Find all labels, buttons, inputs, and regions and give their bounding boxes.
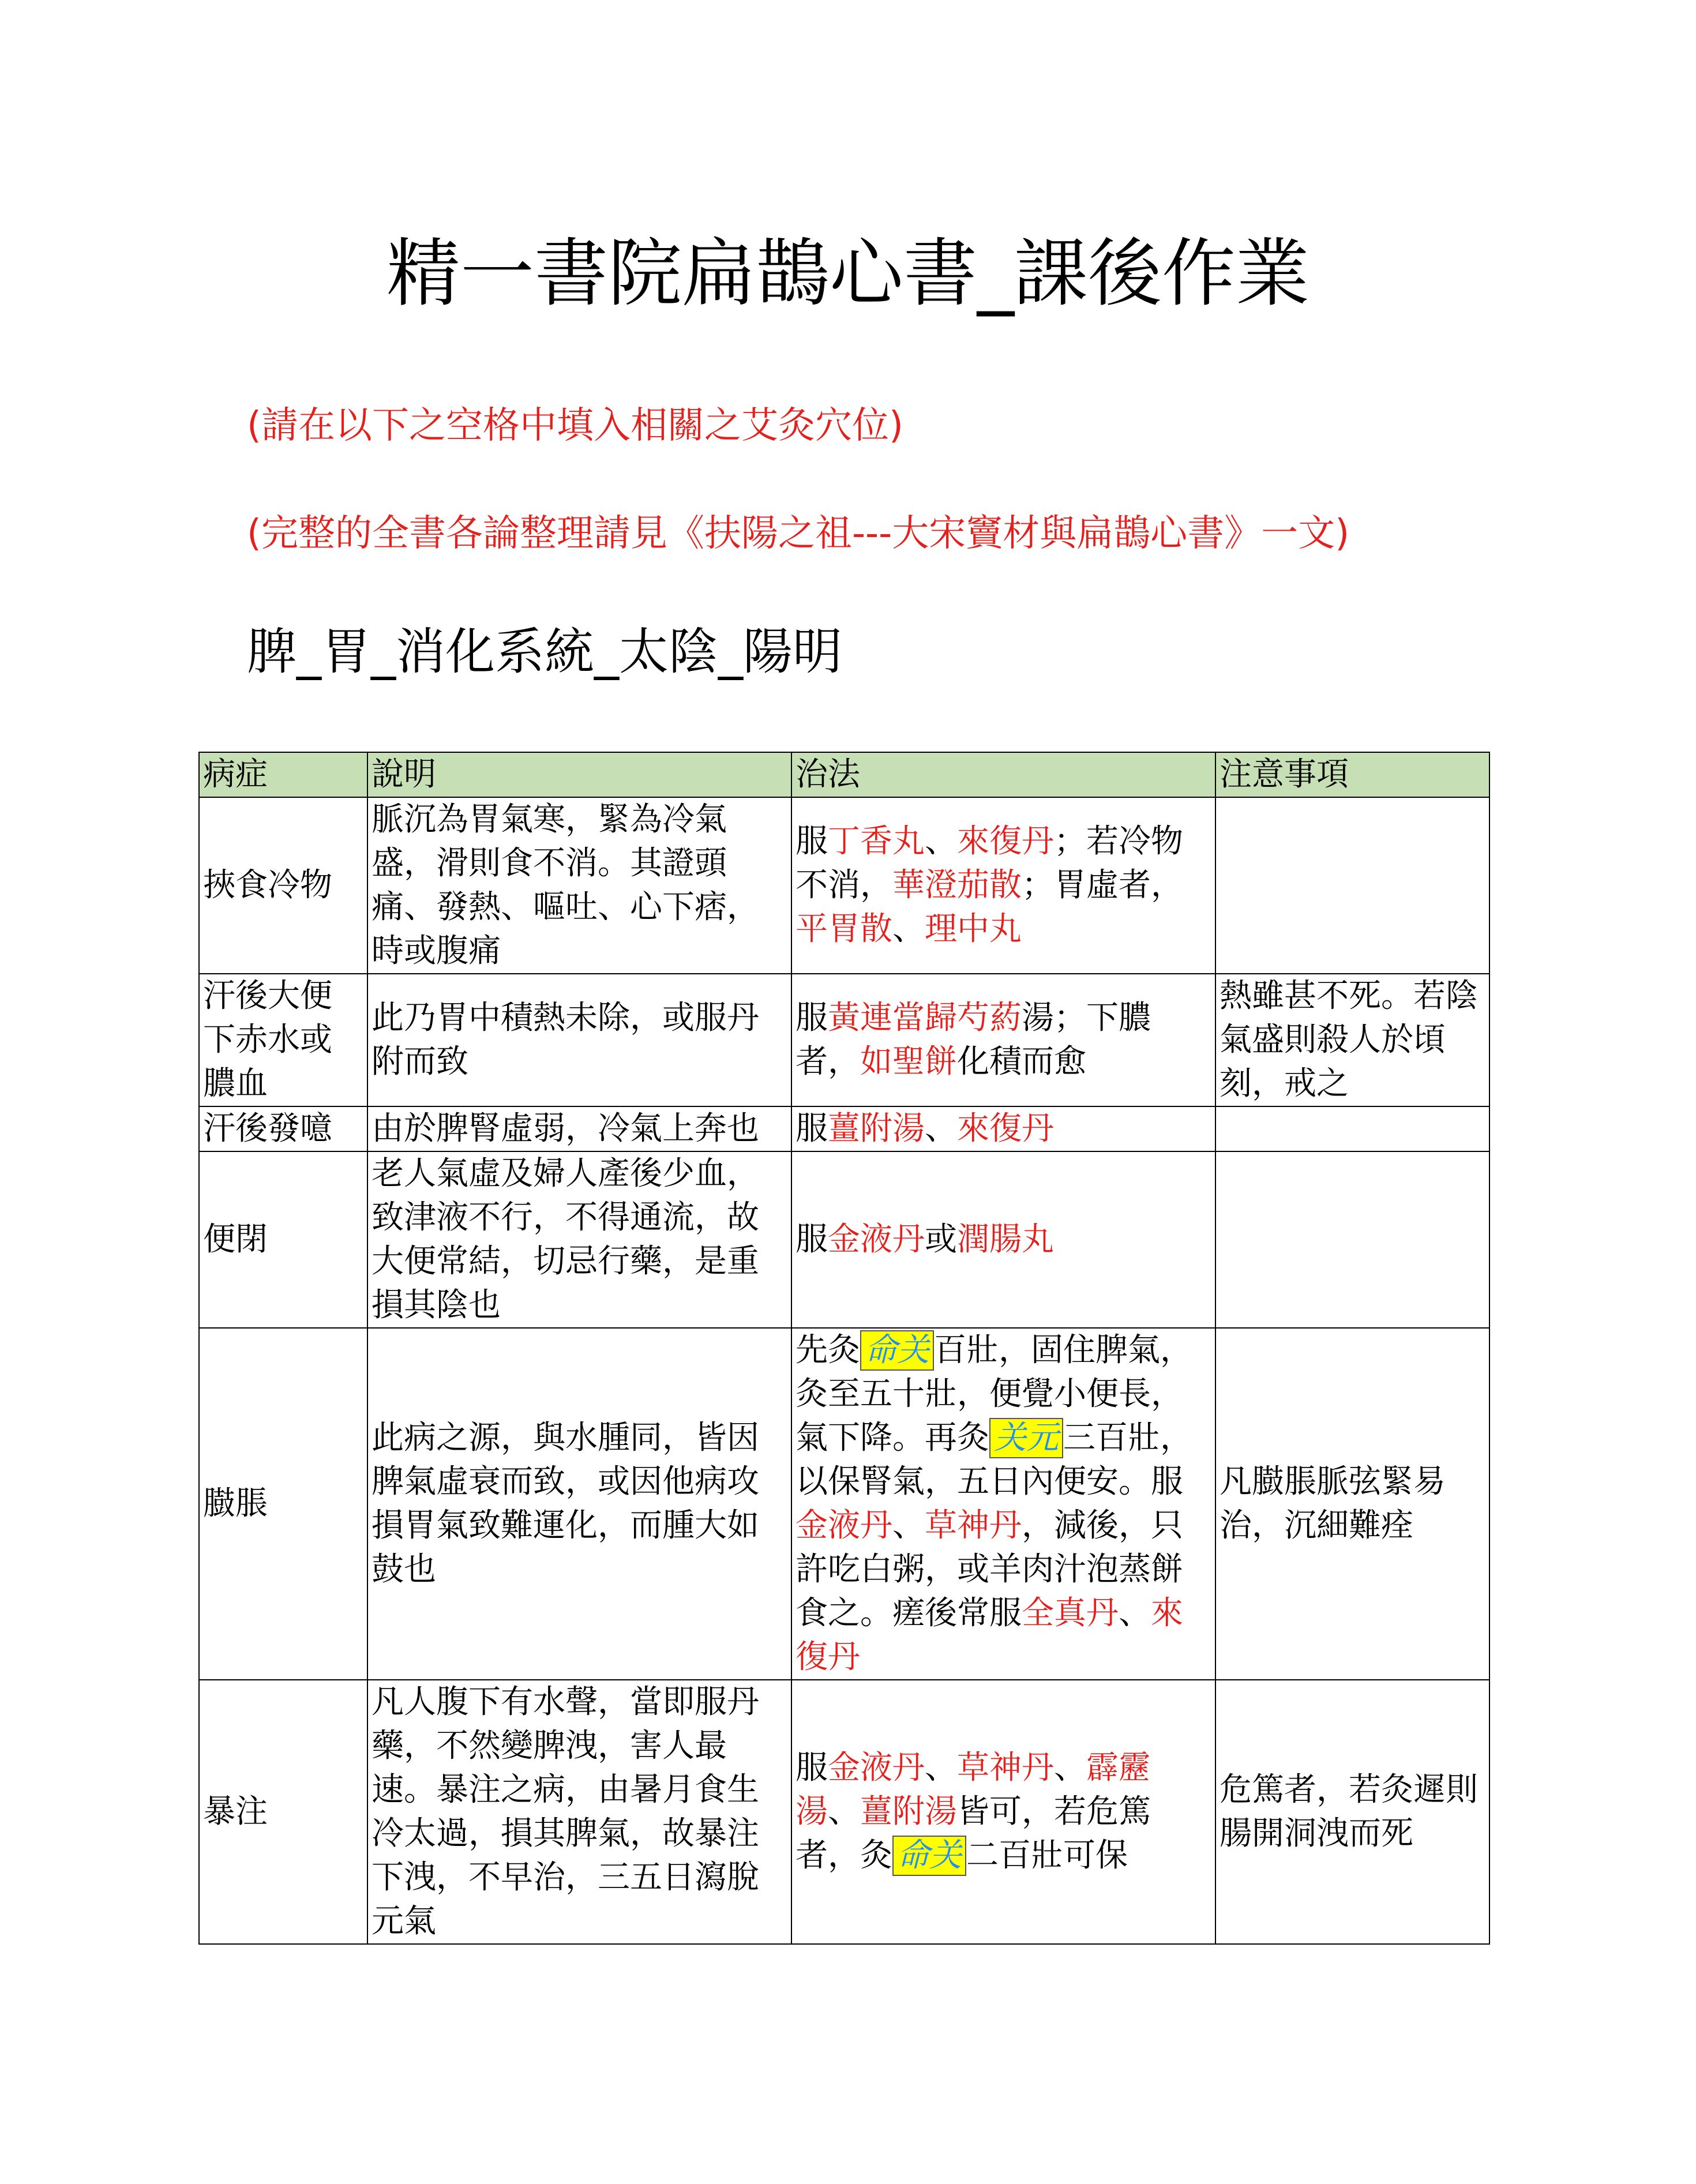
treatment-text: 、: [1054, 1749, 1086, 1787]
disease-cell: 挾食冷物: [199, 797, 367, 974]
disease-cell: 汗後大便下赤水或膿血: [199, 974, 367, 1106]
treatment-text: 服: [796, 1221, 828, 1258]
treatment-text: ；若冷物不消，: [796, 823, 1183, 904]
remedy-name: 丁香丸: [828, 823, 925, 860]
caution-cell: [1215, 1151, 1489, 1328]
remedy-name: 金液丹: [828, 1749, 925, 1787]
remedy-name: 草神丹: [957, 1749, 1054, 1787]
treatment-text: 服: [796, 999, 828, 1037]
table-header-row: [199, 752, 1489, 797]
description-cell: 老人氣虛及婦人產後少血，致津液不行，不得通流，故大便常結，切忌行藥，是重損其陰也: [367, 1151, 791, 1328]
remedy-name: 草神丹: [925, 1507, 1022, 1544]
treatment-text: 服: [796, 823, 828, 860]
treatment-text: 、: [828, 1793, 860, 1830]
description-cell: 此病之源，與水腫同，皆因脾氣虛衰而致，或因他病攻損胃氣致難運化，而腫大如鼓也: [367, 1328, 791, 1680]
treatment-cell: [791, 797, 1215, 974]
remedy-name: 薑附湯: [828, 1110, 925, 1147]
acupoint-highlight: 命关: [892, 1836, 966, 1876]
description-cell: 脈沉為胃氣寒，緊為冷氣盛，滑則食不消。其證頭痛、發熱、嘔吐、心下痞，時或腹痛: [367, 797, 791, 974]
description-cell: 凡人腹下有水聲，當即服丹藥，不然變脾洩，害人最速。暴注之病，由暑月食生冷太過，損其脾氣，故暴注下洩，不早治，三五日瀉脫元氣: [367, 1680, 791, 1944]
treatment-cell: [791, 1151, 1215, 1328]
caution-cell: 危篤者，若灸遲則腸開洞洩而死: [1215, 1680, 1489, 1944]
remedy-name: 金液丹: [828, 1221, 925, 1258]
treatment-text: 湯；下膿者，: [796, 999, 1151, 1080]
treatment-text: 服: [796, 1110, 828, 1147]
acupoint-highlight: 命关: [860, 1330, 934, 1371]
symptom-table: [198, 752, 1490, 1945]
caution-cell: 凡臌脹脈弦緊易治，沉細難痊: [1215, 1328, 1489, 1680]
header-description: 說明: [367, 752, 791, 797]
remedy-name: 薑附湯: [860, 1793, 957, 1830]
remedy-name: 華澄茄散: [892, 866, 1022, 904]
treatment-text: 或: [925, 1221, 957, 1258]
remedy-name: 全真丹: [1022, 1594, 1119, 1632]
disease-cell: 臌脹: [199, 1328, 367, 1680]
remedy-name: 來復丹: [796, 1594, 1183, 1676]
remedy-name: 來復丹: [957, 823, 1054, 860]
table-row: [199, 1680, 1489, 1944]
treatment-text: 、: [892, 910, 925, 948]
treatment-cell: [791, 1328, 1215, 1680]
remedy-name: 潤腸丸: [957, 1221, 1054, 1258]
remedy-name: 如聖餅: [860, 1043, 957, 1080]
treatment-text: 三百壯，以保腎氣，五日內便安。服: [796, 1419, 1192, 1500]
treatment-cell: [791, 974, 1215, 1106]
treatment-text: ，減後，只許吃白粥，或羊肉汁泡蒸餅食之。瘥後常服: [796, 1507, 1183, 1632]
reference-note: (完整的全書各論整理請見《扶陽之祖---大宋竇材與扁鵲心書》一文): [247, 512, 1350, 555]
treatment-text: ；胃虛者，: [1022, 866, 1183, 904]
disease-cell: 汗後發噫: [199, 1106, 367, 1151]
header-disease: 病症: [199, 752, 367, 797]
treatment-text: 、: [925, 1110, 957, 1147]
description-cell: 此乃胃中積熱未除，或服丹附而致: [367, 974, 791, 1106]
treatment-text: 、: [892, 1507, 925, 1544]
header-caution: 注意事項: [1215, 752, 1489, 797]
treatment-text: 、: [925, 823, 957, 860]
remedy-name: 黃連當歸芍葯: [828, 999, 1022, 1037]
treatment-text: 、: [1119, 1594, 1151, 1632]
acupoint-highlight: 关元: [989, 1418, 1063, 1458]
disease-cell: 便閉: [199, 1151, 367, 1328]
treatment-text: 化積而愈: [957, 1043, 1086, 1080]
description-cell: 由於脾腎虛弱，冷氣上奔也: [367, 1106, 791, 1151]
header-treatment: 治法: [791, 752, 1215, 797]
treatment-cell: [791, 1680, 1215, 1944]
section-title: 脾_胃_消化系統_太陰_陽明: [247, 623, 842, 681]
table-row: [199, 797, 1489, 974]
caution-cell: [1215, 1106, 1489, 1151]
caution-cell: [1215, 797, 1489, 974]
treatment-text: 百壯，固住脾氣，灸至五十壯，便覺小便長，氣下降。再灸: [796, 1331, 1192, 1457]
caution-cell: 熱雖甚不死。若陰氣盛則殺人於頃刻，戒之: [1215, 974, 1489, 1106]
treatment-text: 服: [796, 1749, 828, 1787]
remedy-name: 理中丸: [925, 910, 1022, 948]
treatment-text: 二百壯可保: [966, 1837, 1128, 1874]
remedy-name: 平胃散: [796, 910, 892, 948]
remedy-name: 金液丹: [796, 1507, 892, 1544]
remedy-name: 霹靂湯: [796, 1749, 1151, 1830]
remedy-name: 來復丹: [957, 1110, 1054, 1147]
instruction-note: (請在以下之空格中填入相關之艾灸穴位): [247, 404, 903, 447]
treatment-text: 皆可，若危篤者，灸: [796, 1793, 1151, 1874]
treatment-text: 、: [925, 1749, 957, 1787]
table-row: [199, 1106, 1489, 1151]
treatment-text: 先灸: [796, 1331, 860, 1369]
disease-cell: 暴注: [199, 1680, 367, 1944]
treatment-cell: [791, 1106, 1215, 1151]
table-row: [199, 974, 1489, 1106]
table-row: [199, 1151, 1489, 1328]
table-row: [199, 1328, 1489, 1680]
page-title: 精一書院扁鵲心書_課後作業: [386, 231, 1309, 317]
